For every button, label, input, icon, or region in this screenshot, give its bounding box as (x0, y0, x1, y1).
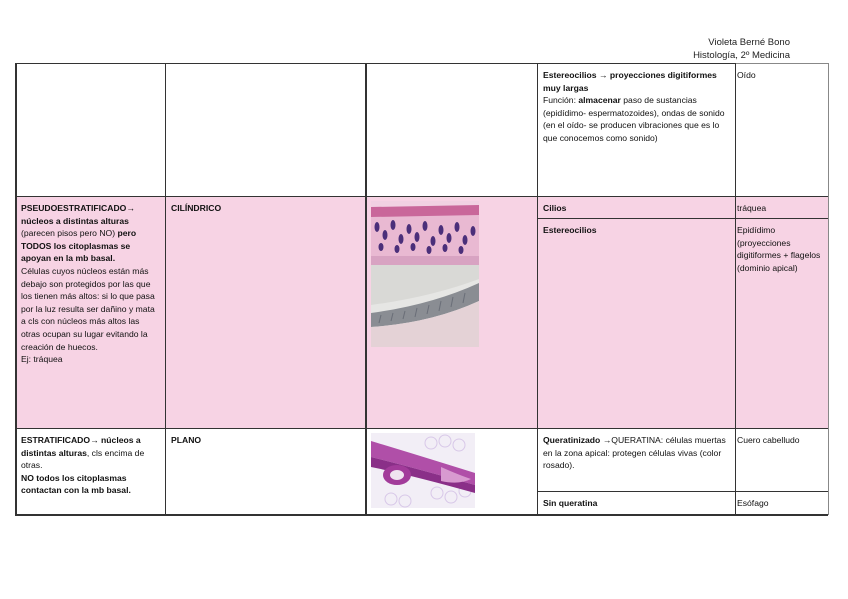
row2-location-a-cell (735, 196, 828, 218)
table-border (828, 63, 829, 515)
row2-feature-b-cell (537, 218, 735, 428)
course-name: Histología, 2º Medicina (693, 49, 790, 61)
table-border (365, 63, 367, 515)
table-border (15, 428, 828, 429)
table-border (15, 63, 17, 515)
author-name: Violeta Berné Bono (708, 37, 790, 48)
table-border (537, 218, 828, 219)
row3-feature-b-cell (537, 491, 735, 514)
row1-feature-arrow: → proyecciones digitiformes muy largas (543, 70, 717, 93)
row2-type-paren: (parecen pisos pero NO) (21, 228, 118, 239)
row3-location-a-cell (735, 428, 828, 491)
row3-shape-cell (165, 428, 365, 514)
stratified-micrograph-icon (371, 433, 475, 508)
pseudostratified-micrograph-icon (371, 201, 479, 347)
row2-type-desc: Células cuyos núcleos están más debajo son protegidos por las que los tienen más altos: si lo que pasa por la luz resulta ser dañino y mata a cls con núcleos más altos las otras ocupan su lugar evitando la creación de huecos. (21, 265, 155, 352)
row2-shape: CILÍNDRICO (171, 203, 222, 213)
table-border (165, 63, 166, 515)
table-border (735, 63, 736, 515)
row1-funcion-label: Función: (543, 95, 579, 106)
row2-feature-b: Estereocilios (543, 225, 597, 235)
row3-feature-b: Sin queratina (543, 498, 598, 508)
row2-location-b-cell (735, 218, 828, 428)
row3-type-cell (15, 428, 165, 514)
row1-type-cell (15, 63, 165, 196)
row2-type-example: Ej: tráquea (21, 354, 63, 365)
row2-type-bold2: pero TODOS los citoplasmas se apoyan en la mb basal. (21, 228, 137, 264)
row1-funcion-text: paso de sustancias (epidídimo- espermatozoides), ondas de sonido (en el oído- se producen vibraciones que es lo que conocemos como sonido) (543, 95, 725, 143)
row1-feature-cell (537, 63, 735, 196)
row2-type-cell (15, 196, 165, 428)
row1-location-cell (735, 63, 828, 196)
table-border (15, 196, 828, 197)
row1-image-cell (365, 63, 537, 196)
row3-feature-a-text: →QUERATINA: células muertas en la zona apical: protegen células vivas (color rosado). (543, 435, 726, 471)
row2-shape-cell (165, 196, 365, 428)
row1-shape-cell (165, 63, 365, 196)
row3-location-b: Esófago (737, 498, 769, 508)
header (693, 37, 790, 62)
row1-location: Oído (737, 70, 756, 80)
row3-feature-a-cell (537, 428, 735, 491)
row2-type-title: PSEUDOESTRATIFICADO→ núcleos a distintas alturas (21, 203, 135, 226)
row2-feature-a: Cilios (543, 203, 567, 213)
table-border (15, 63, 735, 64)
table-border (15, 514, 828, 516)
table-border (537, 491, 828, 492)
row3-location-b-cell (735, 491, 828, 514)
row2-location-a: tráquea (737, 203, 767, 213)
row3-feature-a-bold: Queratinizado (543, 435, 601, 445)
row3-type-bold2: NO todos los citoplasmas contactan con la mb basal. (21, 472, 131, 496)
table-border (537, 63, 538, 515)
row2-location-b: Epidídimo (proyecciones digitiformes + flagelos (dominio apical) (737, 225, 821, 273)
table-border (735, 63, 828, 64)
row3-type-bold: ESTRATIFICADO→ núcleos a distintas alturas (21, 435, 141, 458)
row1-feature-title: Estereocilios (543, 70, 597, 80)
row3-type-text: , cls encima de otras. (21, 447, 145, 471)
row2-feature-a-cell (537, 196, 735, 218)
row3-shape: PLANO (171, 435, 202, 445)
row3-location-a: Cuero cabelludo (737, 435, 800, 445)
row1-funcion-bold: almacenar (578, 95, 621, 106)
